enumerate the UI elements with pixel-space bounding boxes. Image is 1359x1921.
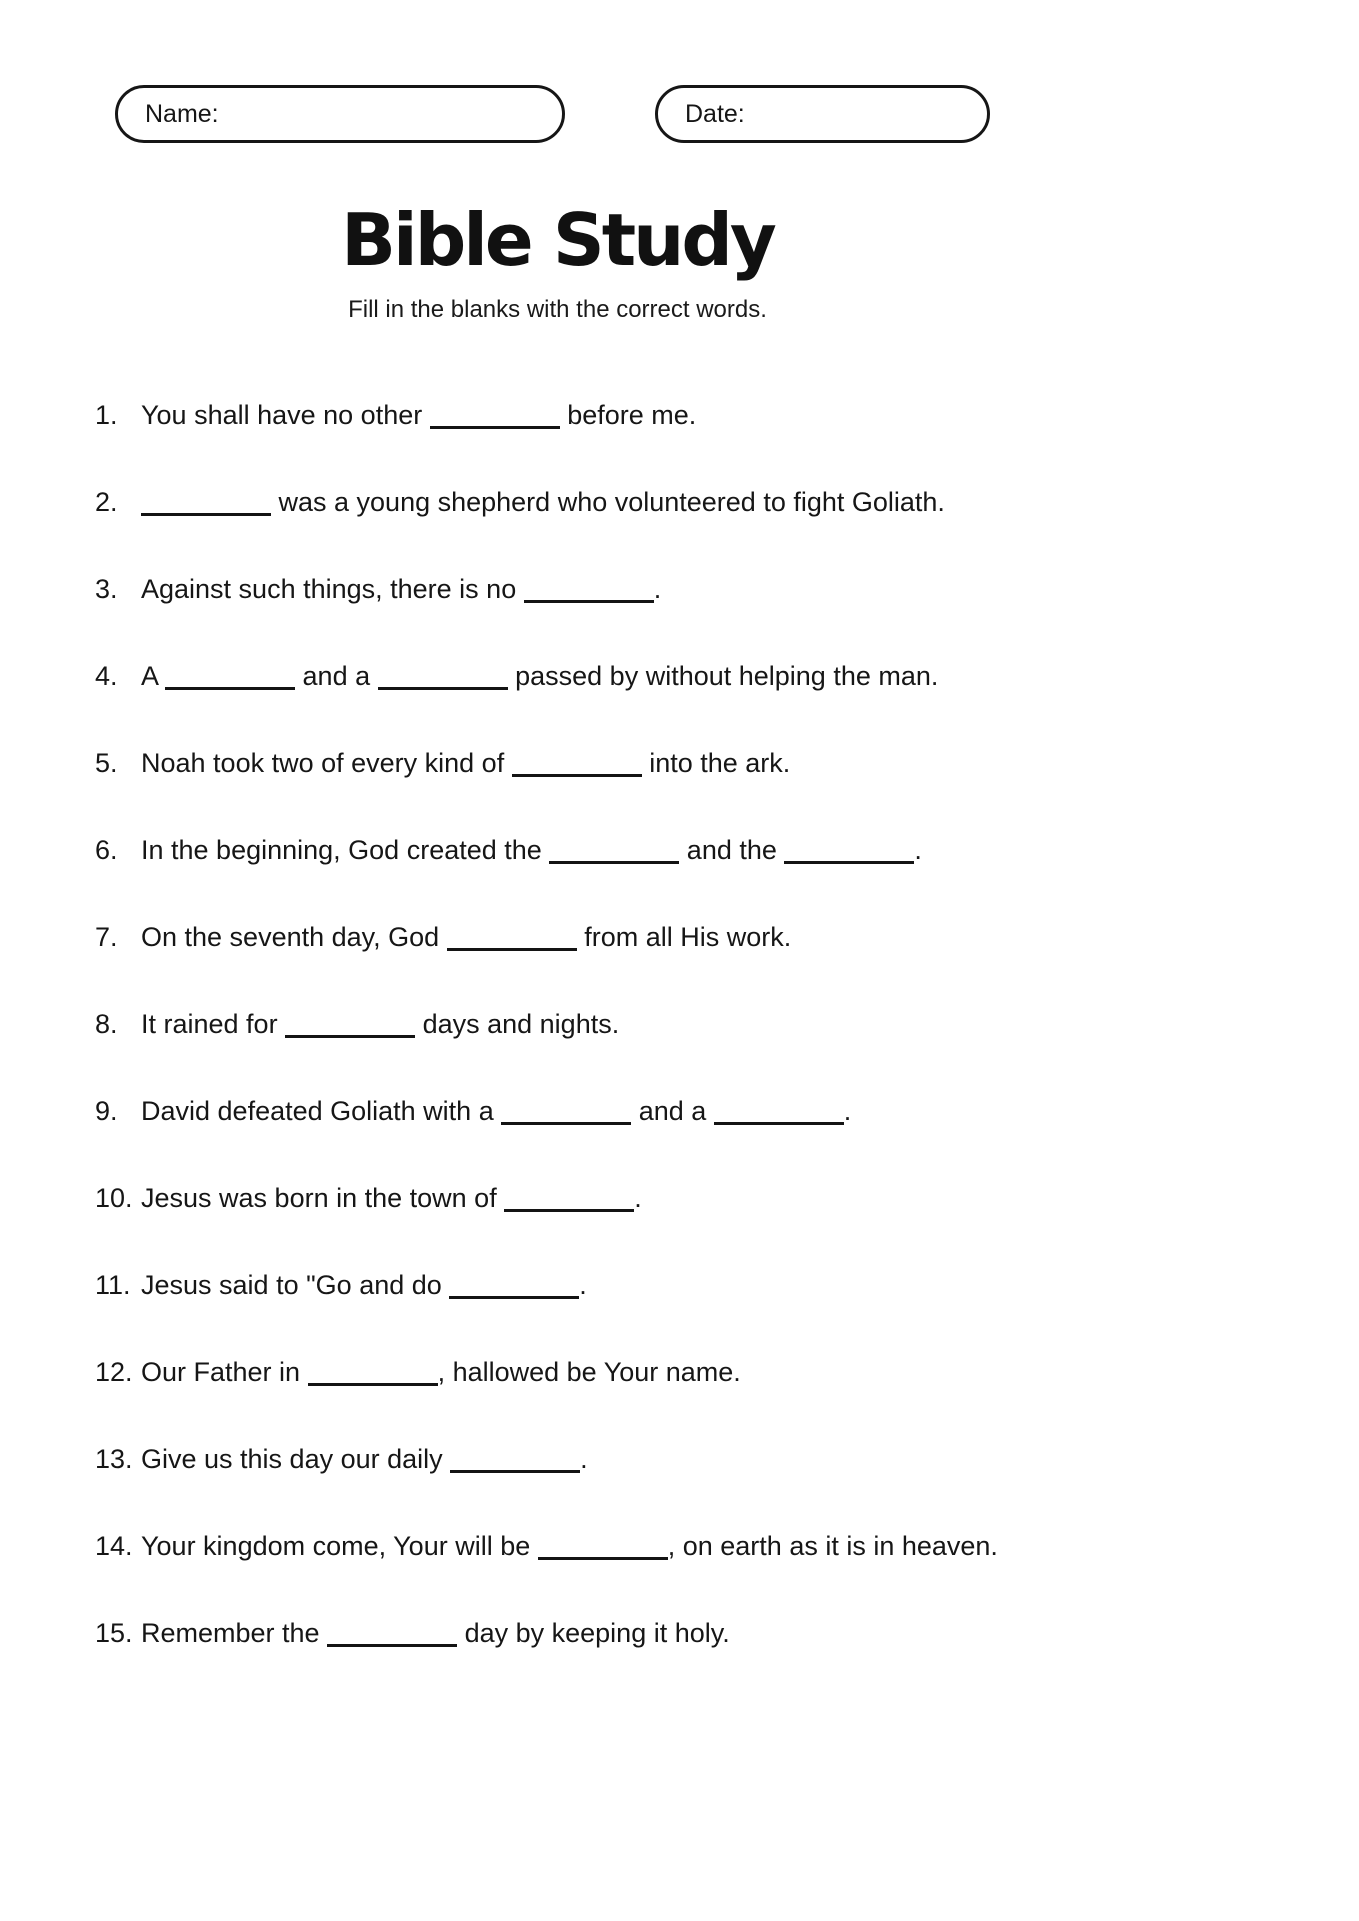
question-number: 1. [95,400,118,431]
header-fields [95,85,1020,143]
answer-blank[interactable] [538,1537,668,1560]
question-row [95,1009,1020,1040]
name-field[interactable] [115,85,565,143]
answer-blank[interactable] [784,841,914,864]
question-row [95,1357,1020,1388]
answer-blank[interactable] [308,1363,438,1386]
question-number: 14. [95,1531,133,1562]
answer-blank[interactable] [141,493,271,516]
question-row [95,1096,1020,1127]
answer-blank[interactable] [501,1102,631,1125]
question-number: 7. [95,922,118,953]
answer-blank[interactable] [714,1102,844,1125]
answer-blank[interactable] [449,1276,579,1299]
question-row [95,574,1020,605]
question-row [95,1531,1020,1562]
question-row [95,1270,1020,1301]
question-row [95,922,1020,953]
question-text: Your kingdom come, Your will be , on earth as it is in heaven. [141,1531,998,1562]
question-number: 6. [95,835,118,866]
question-row [95,487,1020,518]
question-row [95,748,1020,779]
answer-blank[interactable] [450,1450,580,1473]
name-label: Name: [145,99,219,128]
answer-blank[interactable] [327,1624,457,1647]
question-text: was a young shepherd who volunteered to fight Goliath. [141,487,1020,518]
question-number: 8. [95,1009,118,1040]
question-text: In the beginning, God created the and the . [141,835,922,866]
question-text: Jesus said to "Go and do . [141,1270,587,1301]
question-number: 13. [95,1444,133,1475]
answer-blank[interactable] [524,580,654,603]
question-number: 4. [95,661,118,692]
question-number: 3. [95,574,118,605]
answer-blank[interactable] [165,667,295,690]
question-text: Against such things, there is no . [141,574,662,605]
answer-blank[interactable] [447,928,577,951]
question-text: It rained for days and nights. [141,1009,620,1040]
question-row [95,400,1020,431]
answer-blank[interactable] [285,1015,415,1038]
question-text: Jesus was born in the town of . [141,1183,642,1214]
question-text: Noah took two of every kind of into the ark. [141,748,791,779]
question-row [95,661,1020,692]
question-row [95,835,1020,866]
question-text: Our Father in , hallowed be Your name. [141,1357,741,1388]
answer-blank[interactable] [430,406,560,429]
question-number: 10. [95,1183,133,1214]
worksheet-content [95,0,1020,1705]
date-field[interactable] [655,85,990,143]
question-text: David defeated Goliath with a and a . [141,1096,852,1127]
page-title: Bible Study [341,198,774,282]
date-label: Date: [685,99,745,128]
answer-blank[interactable] [549,841,679,864]
question-text: Give us this day our daily . [141,1444,588,1475]
answer-blank[interactable] [512,754,642,777]
question-text: You shall have no other before me. [141,400,697,431]
question-row [95,1183,1020,1214]
instructions: Fill in the blanks with the correct words. [348,296,767,324]
question-number: 11. [95,1270,131,1301]
question-text: A and a passed by without helping the man. [141,661,939,692]
question-text: Remember the day by keeping it holy. [141,1618,730,1649]
answer-blank[interactable] [504,1189,634,1212]
question-number: 5. [95,748,118,779]
question-number: 9. [95,1096,118,1127]
question-row [95,1618,1020,1649]
question-text: On the seventh day, God from all His work. [141,922,792,953]
question-number: 15. [95,1618,133,1649]
answer-blank[interactable] [378,667,508,690]
question-number: 12. [95,1357,133,1388]
question-number: 2. [95,487,118,518]
question-list [95,400,1020,1649]
question-row [95,1444,1020,1475]
